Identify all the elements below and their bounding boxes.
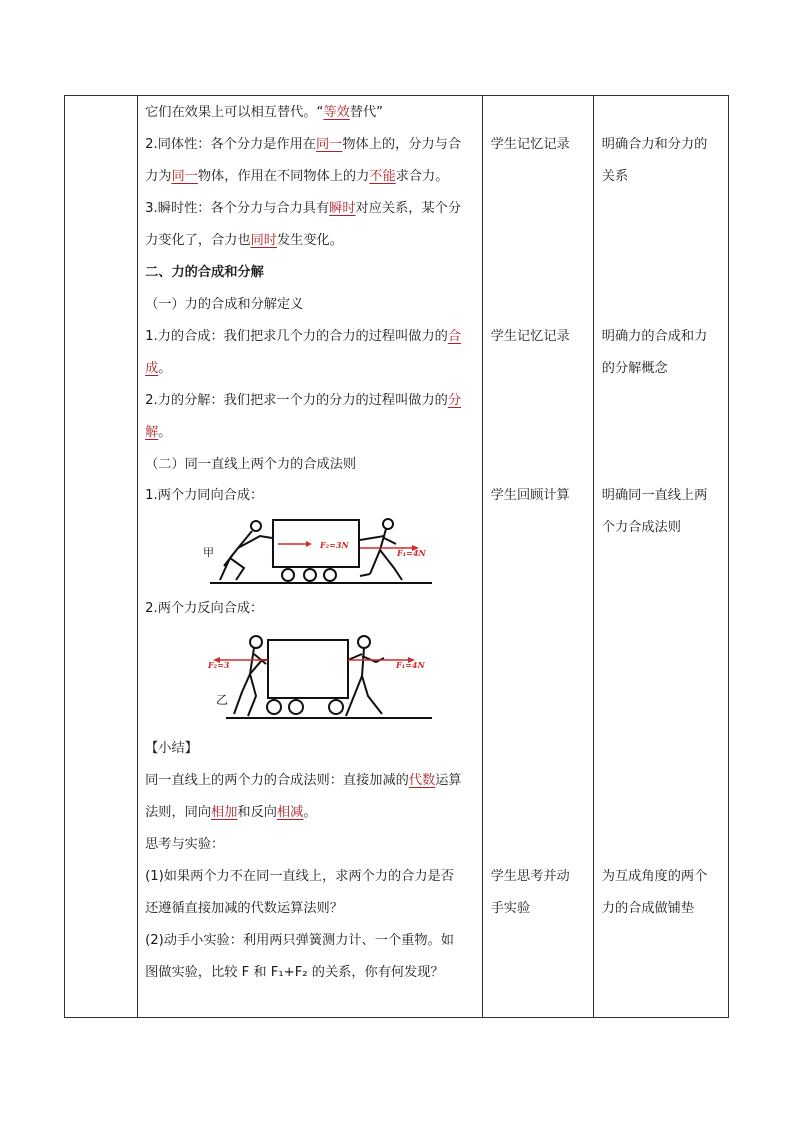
student-activity: 手实验	[490, 901, 531, 916]
force-label-f2: F₂=3	[208, 660, 230, 670]
pusher-figure	[220, 521, 272, 580]
left-puller-figure	[234, 636, 268, 716]
blank-column	[65, 96, 138, 1018]
section-heading: 二、力的合成和分解	[145, 265, 264, 280]
design-purpose: 明确力的合成和力	[601, 329, 708, 344]
content-line: 解。	[145, 425, 172, 440]
content-line: 同一直线上的两个力的合成法则：直接加减的代数运算	[145, 773, 462, 788]
design-purpose-cell	[593, 96, 728, 1018]
content-line: 它们在效果上可以相互替代。“等效替代”	[145, 105, 383, 120]
content-line: (1)如果两个力不在同一直线上，求两个力的合力是否	[145, 869, 454, 884]
content-line: 3.瞬时性：各个分力与合力具有瞬时对应关系，某个分	[145, 201, 462, 216]
teaching-content-cell	[138, 96, 483, 1018]
opposite-direction-figure	[196, 630, 446, 722]
design-purpose: 明确合力和分力的	[601, 137, 708, 152]
content-line: 2.同体性：各个分力是作用在同一物体上的，分力与合	[145, 137, 462, 152]
content-line: 力变化了，合力也同时发生变化。	[145, 233, 343, 248]
same-direction-figure	[200, 514, 440, 590]
content-line: 图做实验，比较 F 和 F₁+F₂ 的关系，你有何发现？	[145, 965, 444, 980]
content-line: 力为同一物体，作用在不同物体上的力不能求合力。	[145, 169, 449, 184]
content-line: 1.两个力同向合成：	[145, 488, 264, 503]
force-label-f1: F₁=4N	[397, 548, 426, 558]
design-purpose: 明确同一直线上两	[601, 488, 708, 503]
student-activity: 学生思考并动	[490, 869, 570, 884]
design-purpose: 关系	[601, 169, 629, 184]
figure-label: 甲	[203, 546, 215, 559]
force-label-f2: F₂=3N	[320, 540, 349, 550]
student-activity: 学生记忆记录	[490, 329, 570, 344]
student-activity: 学生记忆记录	[490, 137, 570, 152]
student-activity: 学生回顾计算	[490, 488, 570, 503]
content-line: 2.两个力反向合成：	[145, 601, 264, 616]
subsection-heading: （一）力的合成和分解定义	[145, 297, 304, 312]
subsection-heading: （二）同一直线上两个力的合成法则	[145, 457, 357, 472]
content-line: 法则，同向相加和反向相减。	[145, 805, 317, 820]
content-line: 成。	[145, 361, 172, 376]
lesson-plan-table	[64, 95, 729, 1018]
design-purpose: 的分解概念	[601, 361, 668, 376]
content-line: 思考与实验：	[145, 837, 225, 852]
summary-heading: 【小结】	[145, 741, 198, 756]
content-line: 2.力的分解：我们把求一个力的分力的过程叫做力的分	[145, 393, 462, 408]
right-puller-figure	[346, 636, 384, 716]
figure-label: 乙	[216, 693, 229, 707]
design-purpose: 为互成角度的两个	[601, 869, 708, 884]
force-label-f1: F₁=4N	[396, 660, 425, 670]
design-purpose: 个力合成法则	[601, 520, 681, 535]
content-line: (2)动手小实验：利用两只弹簧测力计、一个重物。如	[145, 933, 454, 948]
design-purpose: 力的合成做铺垫	[601, 901, 695, 916]
content-line: 1.力的合成：我们把求几个力的合力的过程叫做力的合	[145, 329, 462, 344]
puller-figure	[360, 519, 402, 580]
student-activity-cell	[482, 96, 593, 1018]
content-line: 还遵循直接加减的代数运算法则？	[145, 901, 343, 916]
